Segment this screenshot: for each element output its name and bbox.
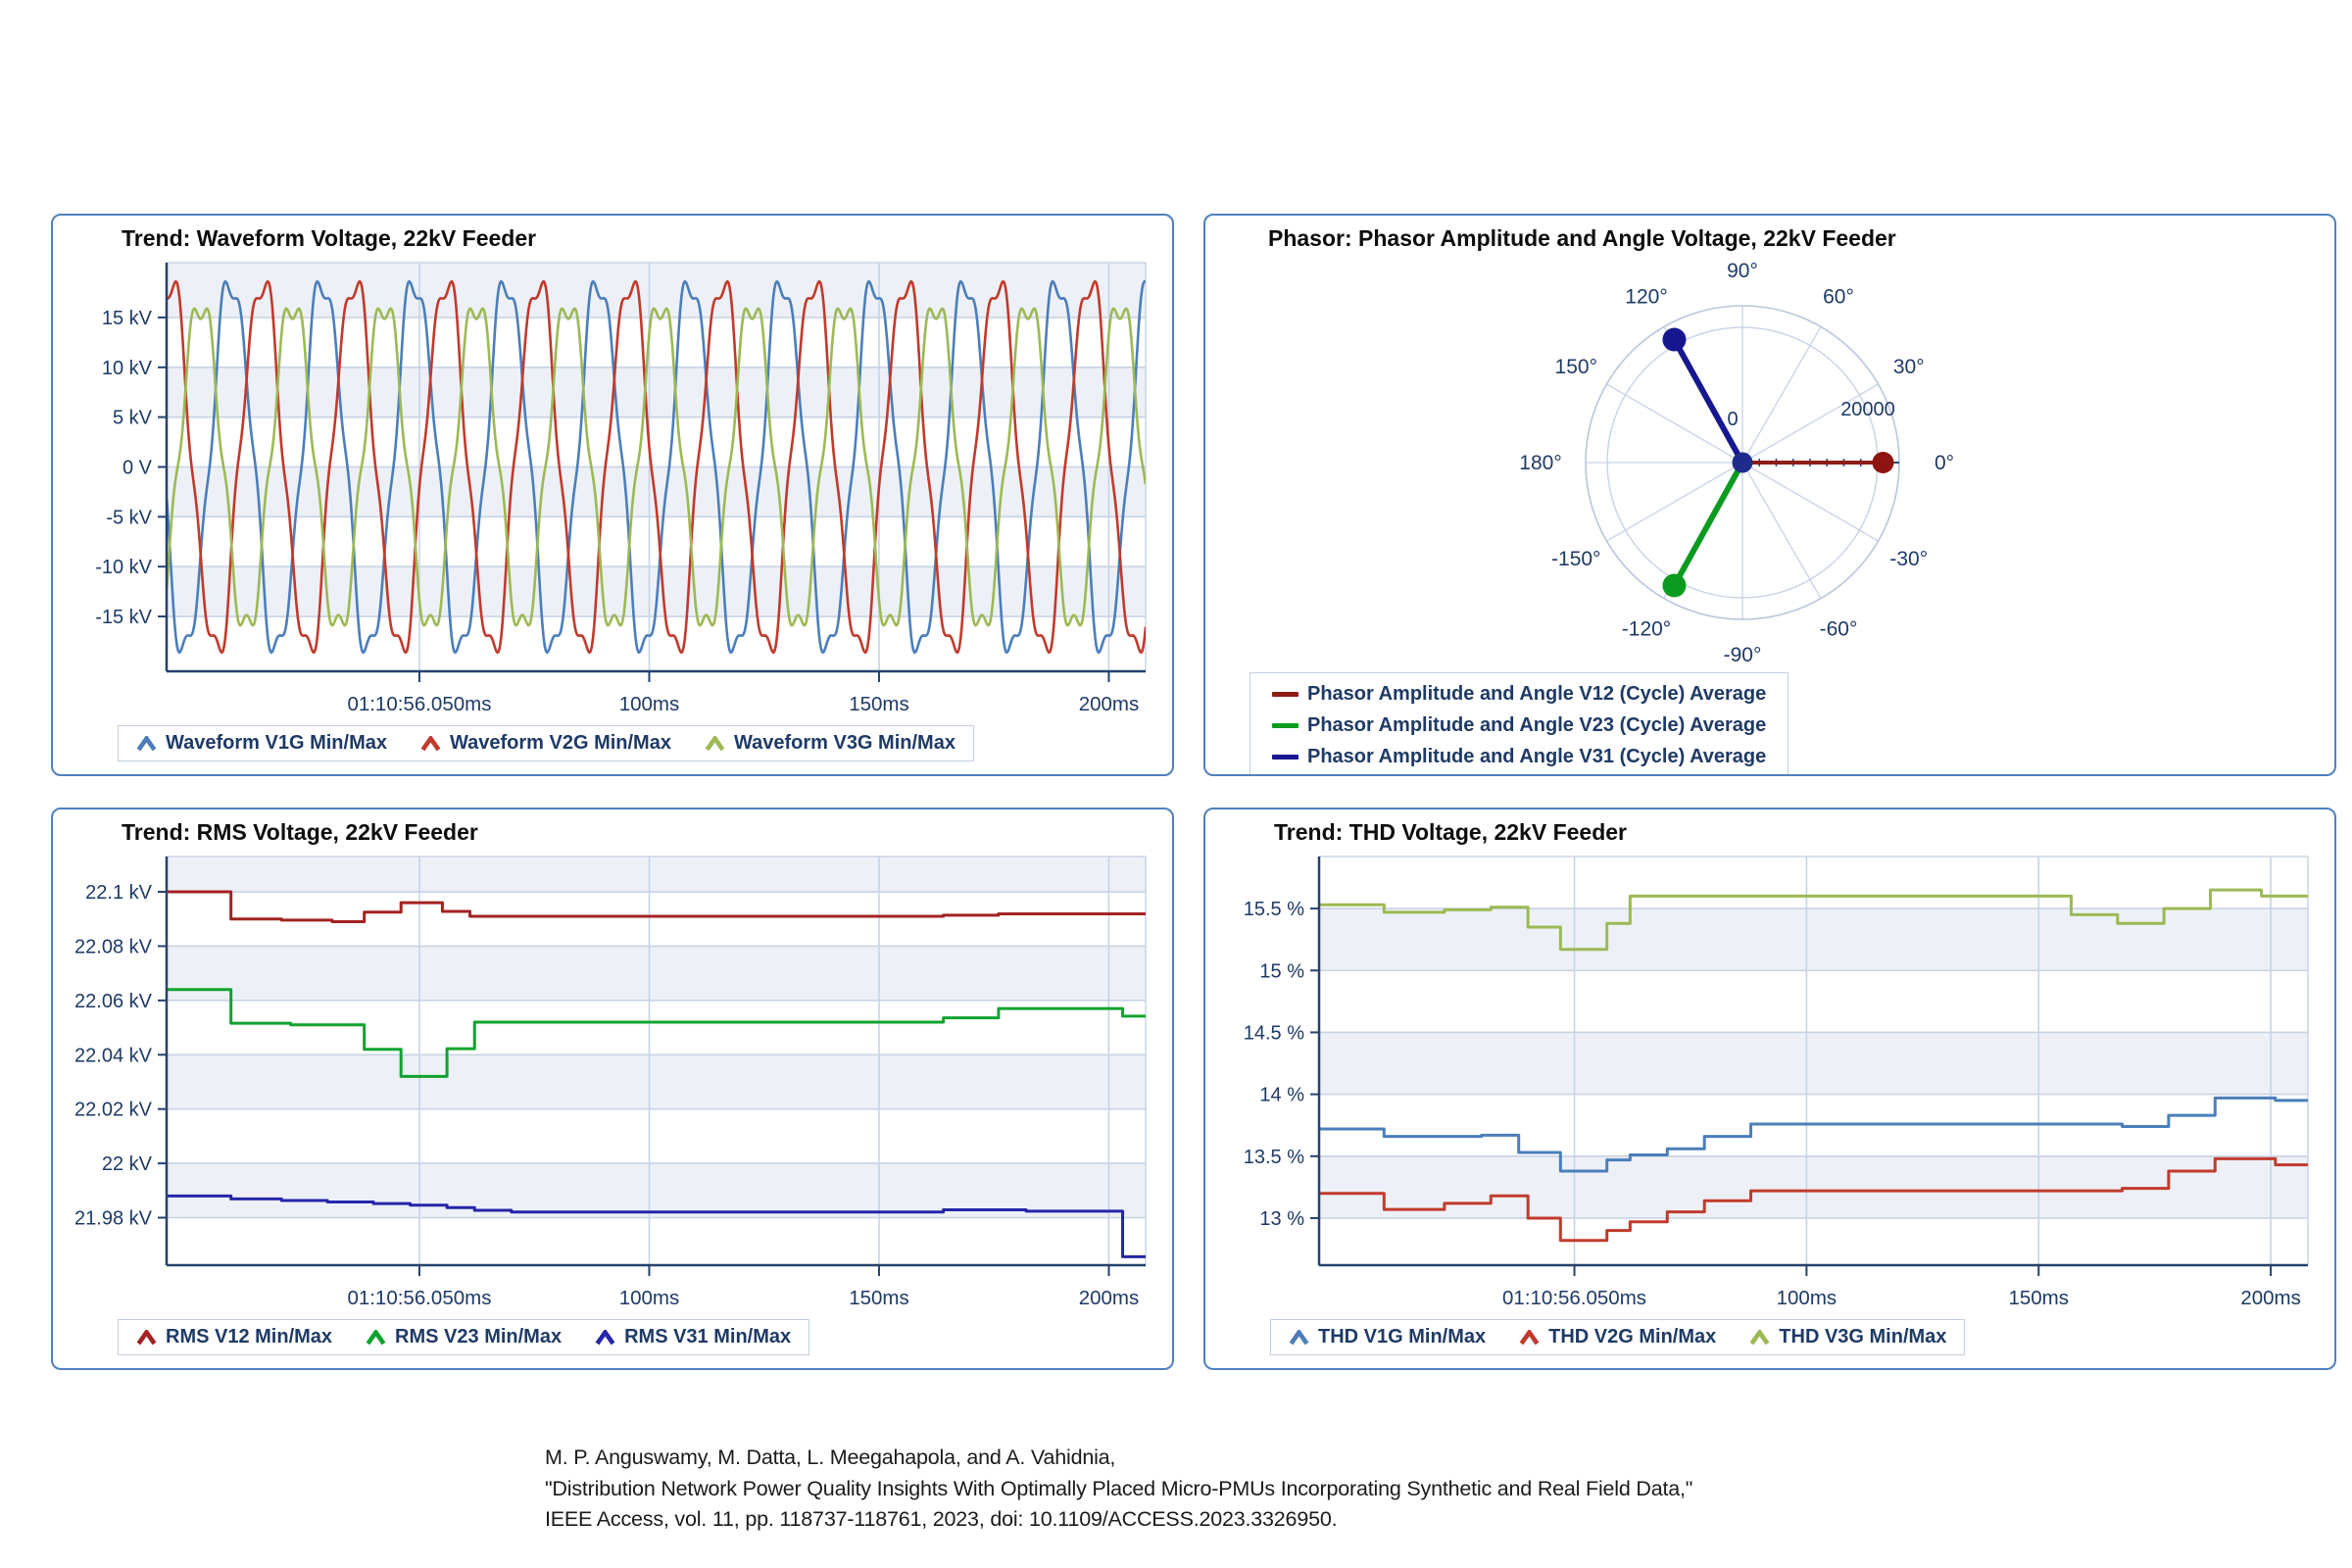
- chevron-up-icon: [1519, 1330, 1540, 1346]
- rms-legend: [118, 1319, 809, 1355]
- svg-text:22.04 kV: 22.04 kV: [74, 1045, 152, 1067]
- svg-text:-90°: -90°: [1723, 644, 1762, 666]
- legend-item-label: Phasor Amplitude and Angle V23 (Cycle) Average: [1307, 714, 1767, 736]
- citation-title: "Distribution Network Power Quality Insights With Optimally Placed Micro-PMUs Incorporating Synthetic and Real Field Data,": [545, 1476, 1693, 1500]
- chevron-up-icon: [1749, 1330, 1770, 1346]
- svg-text:-120°: -120°: [1621, 617, 1672, 641]
- legend-item: [366, 1326, 562, 1348]
- phasor-panel: [1203, 214, 2336, 776]
- svg-text:01:10:56.050ms: 01:10:56.050ms: [347, 693, 492, 715]
- legend-item: [595, 1326, 791, 1348]
- svg-text:150ms: 150ms: [2008, 1287, 2070, 1309]
- legend-item-label: RMS V23 Min/Max: [395, 1326, 563, 1348]
- rms-trend-panel: [51, 808, 1174, 1370]
- legend-item-label: THD V1G Min/Max: [1318, 1326, 1487, 1348]
- phasor-legend: [1250, 672, 1788, 776]
- citation-journal: IEEE Access, vol. 11, pp. 118737-118761, 2023, doi: 10.1109/ACCESS.2023.3326950.: [545, 1507, 1338, 1531]
- legend-item-label: Waveform V3G Min/Max: [733, 732, 956, 754]
- svg-text:5 kV: 5 kV: [112, 407, 152, 429]
- dash-icon: [1272, 723, 1298, 728]
- waveform-legend: [118, 725, 974, 761]
- svg-text:22.06 kV: 22.06 kV: [74, 990, 152, 1012]
- legend-item-label: Waveform V1G Min/Max: [166, 732, 387, 754]
- chevron-up-icon: [136, 736, 157, 752]
- svg-text:0: 0: [1727, 409, 1739, 430]
- svg-text:-5 kV: -5 kV: [106, 507, 152, 529]
- rms-chart: [53, 849, 1171, 1317]
- legend-item-label: Phasor Amplitude and Angle V12 (Cycle) Average: [1307, 683, 1767, 705]
- waveform-panel-title: Trend: Waveform Voltage, 22kV Feeder: [122, 225, 537, 251]
- svg-text:14 %: 14 %: [1259, 1084, 1304, 1106]
- phasor-chart: [1205, 255, 2333, 666]
- citation-authors: M. P. Anguswamy, M. Datta, L. Meegahapola, and A. Vahidnia,: [545, 1446, 1116, 1469]
- thd-legend: [1270, 1319, 1965, 1355]
- legend-item: [1272, 746, 1766, 768]
- svg-text:100ms: 100ms: [618, 693, 680, 715]
- svg-text:0°: 0°: [1934, 452, 1955, 474]
- phasor-panel-title: Phasor: Phasor Amplitude and Angle Voltage, 22kV Feeder: [1268, 225, 1896, 251]
- svg-text:14.5 %: 14.5 %: [1243, 1022, 1304, 1045]
- legend-item: [136, 1326, 332, 1348]
- svg-text:13.5 %: 13.5 %: [1243, 1146, 1304, 1168]
- chevron-up-icon: [420, 736, 441, 752]
- svg-text:200ms: 200ms: [2240, 1287, 2301, 1309]
- chevron-up-icon: [366, 1330, 386, 1346]
- svg-text:10 kV: 10 kV: [101, 357, 152, 379]
- legend-item-label: RMS V31 Min/Max: [624, 1326, 792, 1348]
- svg-text:120°: 120°: [1625, 285, 1668, 309]
- thd-trend-panel: [1203, 808, 2336, 1370]
- waveform-trend-panel: [51, 214, 1174, 776]
- svg-text:100ms: 100ms: [618, 1287, 680, 1309]
- chevron-up-icon: [705, 736, 725, 752]
- legend-item: [1519, 1326, 1716, 1348]
- svg-text:22.08 kV: 22.08 kV: [74, 936, 152, 958]
- legend-item-label: RMS V12 Min/Max: [166, 1326, 333, 1348]
- legend-item: [1289, 1326, 1486, 1348]
- svg-text:-10 kV: -10 kV: [95, 557, 152, 579]
- svg-text:20000: 20000: [1840, 399, 1895, 420]
- svg-text:15 %: 15 %: [1259, 960, 1304, 983]
- svg-text:150ms: 150ms: [849, 693, 909, 715]
- svg-text:0 V: 0 V: [122, 457, 152, 479]
- svg-text:01:10:56.050ms: 01:10:56.050ms: [347, 1287, 492, 1309]
- svg-text:22.02 kV: 22.02 kV: [74, 1099, 152, 1121]
- citation: [545, 1443, 1692, 1536]
- svg-text:150ms: 150ms: [849, 1287, 909, 1309]
- chevron-up-icon: [1289, 1330, 1309, 1346]
- svg-text:15 kV: 15 kV: [101, 307, 152, 329]
- chevron-up-icon: [595, 1330, 615, 1346]
- legend-item: [1272, 714, 1766, 737]
- legend-item: [1272, 683, 1766, 706]
- svg-text:22.1 kV: 22.1 kV: [85, 882, 152, 905]
- svg-text:21.98 kV: 21.98 kV: [74, 1207, 152, 1230]
- legend-item-label: THD V2G Min/Max: [1548, 1326, 1717, 1348]
- svg-text:-60°: -60°: [1819, 617, 1858, 641]
- svg-text:-150°: -150°: [1551, 548, 1601, 570]
- waveform-chart: [53, 255, 1171, 723]
- svg-text:90°: 90°: [1727, 260, 1758, 282]
- svg-text:15.5 %: 15.5 %: [1243, 899, 1304, 921]
- legend-item-label: Waveform V2G Min/Max: [449, 732, 671, 754]
- legend-item: [136, 732, 387, 755]
- thd-panel-title: Trend: THD Voltage, 22kV Feeder: [1274, 819, 1628, 845]
- svg-text:150°: 150°: [1554, 356, 1597, 378]
- svg-text:-30°: -30°: [1889, 548, 1929, 570]
- svg-text:13 %: 13 %: [1259, 1207, 1304, 1230]
- rms-panel-title: Trend: RMS Voltage, 22kV Feeder: [122, 819, 478, 845]
- svg-text:60°: 60°: [1823, 285, 1854, 309]
- legend-item-label: THD V3G Min/Max: [1779, 1326, 1947, 1348]
- legend-item: [1749, 1326, 1946, 1348]
- svg-text:100ms: 100ms: [1776, 1287, 1838, 1309]
- legend-item: [420, 732, 671, 755]
- legend-item-label: Phasor Amplitude and Angle V31 (Cycle) Average: [1307, 746, 1767, 767]
- svg-text:200ms: 200ms: [1078, 1287, 1140, 1309]
- svg-text:180°: 180°: [1519, 452, 1562, 474]
- dash-icon: [1272, 692, 1298, 697]
- chevron-up-icon: [136, 1330, 157, 1346]
- legend-item: [705, 732, 956, 755]
- dash-icon: [1272, 755, 1298, 760]
- svg-text:-15 kV: -15 kV: [95, 607, 152, 629]
- svg-text:30°: 30°: [1892, 356, 1925, 378]
- svg-text:01:10:56.050ms: 01:10:56.050ms: [1502, 1287, 1647, 1309]
- thd-chart: [1205, 849, 2333, 1317]
- svg-text:22 kV: 22 kV: [101, 1153, 152, 1176]
- svg-text:200ms: 200ms: [1078, 693, 1140, 715]
